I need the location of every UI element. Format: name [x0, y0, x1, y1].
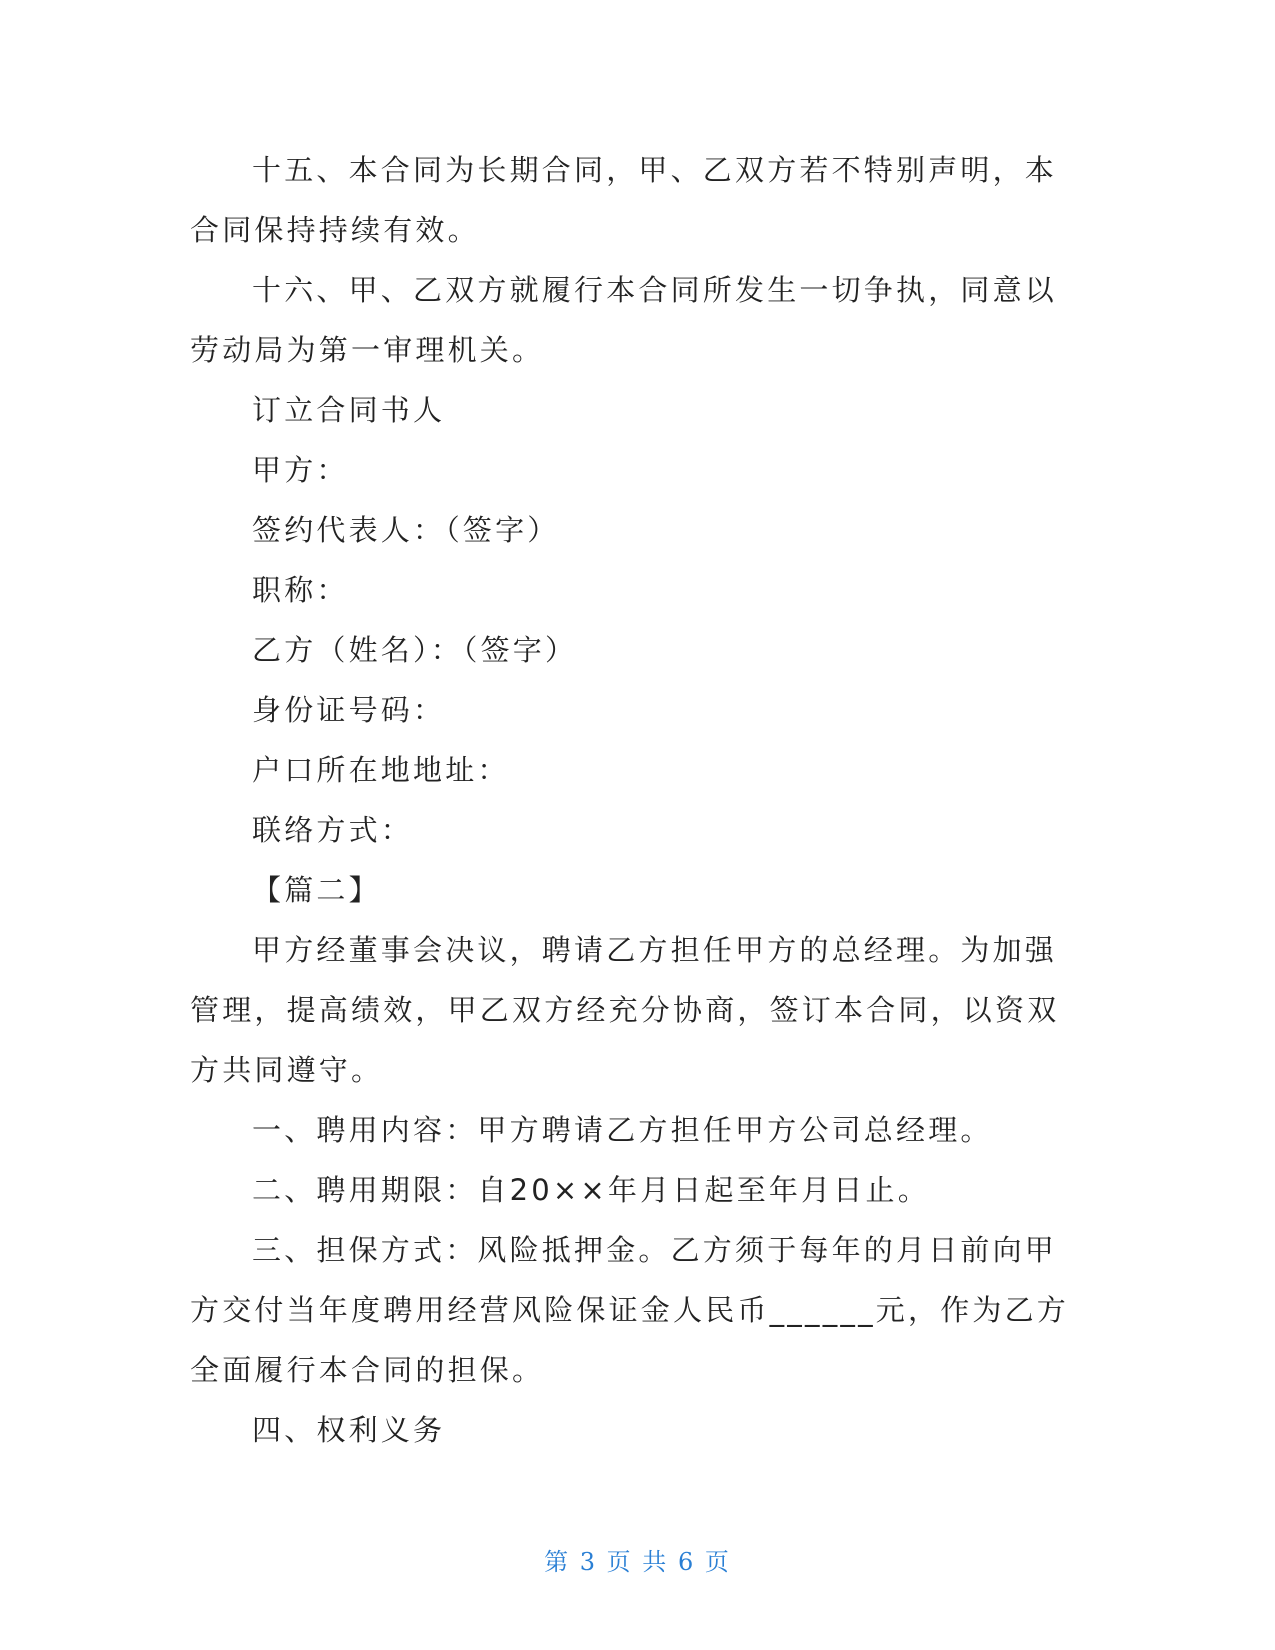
clause-15: 十五、本合同为长期合同，甲、乙双方若不特别声明，本合同保持持续有效。	[190, 153, 1058, 247]
clause-4-rights-obligations: 四、权利义务	[252, 1413, 446, 1447]
document-body	[190, 140, 1070, 1460]
clause-2-employment-term: 二、聘用期限：自20××年月日起至年月日止。	[252, 1173, 930, 1207]
contact-field: 联络方式：	[252, 813, 414, 847]
clause-16: 十六、甲、乙双方就履行本合同所发生一切争执，同意以劳动局为第一审理机关。	[190, 273, 1058, 367]
preamble-paragraph: 甲方经董事会决议，聘请乙方担任甲方的总经理。为加强管理，提高绩效，甲乙双方经充分协商，签订本合同，以资双方共同遵守。	[190, 933, 1060, 1087]
household-address-field: 户口所在地地址：	[252, 753, 510, 787]
clause-1-employment-content: 一、聘用内容：甲方聘请乙方担任甲方公司总经理。	[252, 1113, 993, 1147]
party-b-name-field: 乙方（姓名）：（签字）	[252, 633, 578, 667]
signing-representative-field: 签约代表人：（签字）	[252, 513, 560, 547]
page-number-footer: 第 3 页 共 6 页	[544, 1548, 731, 1576]
id-number-field: 身份证号码：	[252, 693, 446, 727]
clause-3-guarantee-method: 三、担保方式：风险抵押金。乙方须于每年的月日前向甲方交付当年度聘用经营风险保证金人民币______元，作为乙方全面履行本合同的担保。	[190, 1233, 1070, 1387]
signatories-heading: 订立合同书人	[252, 393, 446, 427]
section-heading-part-two: 【篇二】	[252, 873, 381, 907]
title-field: 职称：	[252, 573, 349, 607]
party-a-field: 甲方：	[252, 453, 349, 487]
